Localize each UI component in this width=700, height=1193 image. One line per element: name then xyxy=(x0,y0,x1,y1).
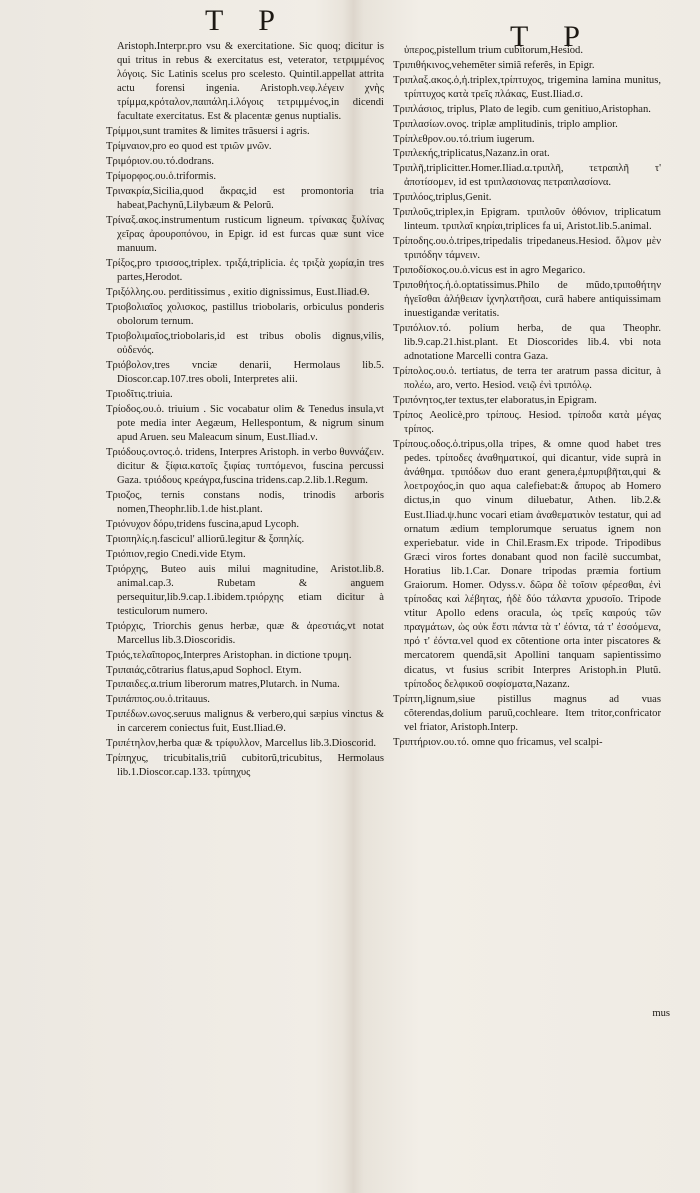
dictionary-entry: Τριόβολον,tres vnciæ denarii, Hermolaus lib.5. Dioscor.cap.107.tres oboli, Interpretes alii. xyxy=(106,359,384,385)
dictionary-entry: Τριπτήριον.ου.τό. omne quo fricamus, vel scalpi- xyxy=(393,736,603,748)
dictionary-entry: Τριπλαξ.ακος.ὁ,ἡ.triplex,τρίπτυχος, trigemina lamina munitus, τρίπτυχος κατὰ τρεῖς πλάκας, Eust.Iliad.σ. xyxy=(393,74,661,100)
dictionary-entry: Τριπόλιον.τό. polium herba, de qua Theophr. lib.9.cap.21.hist.plant. Et Dioscorides lib.4. vbi nota adnotatione Marcelli contra Gaza. xyxy=(393,323,661,363)
dictionary-entry: Τρίναξ.ακος.instrumentum rusticum ligneum. τρίνακας ξυλίνας χεῖρας ἀρουροπόνου, in Epigr. id est furcas quæ sunt vice manuum. xyxy=(106,214,384,255)
running-head-left: T P xyxy=(205,4,289,37)
dictionary-entry: Τρίπολος.ου.ὁ. tertiatus, de terra ter aratrum passa dicitur, à πολέω, aro, verto. Hesiod. νειῷ ἐνὶ τριπόλῳ. xyxy=(393,366,661,392)
dictionary-entry: Τριποδίσκος.ου.ὁ.vicus est in agro Megarico. xyxy=(393,265,586,277)
dictionary-entry: Τρίξος,pro τρισσος,triplex. τριξά,triplicia. ἐς τριξὰ χωρία,in tres partes,Herodot. xyxy=(106,257,384,284)
dictionary-entry: Τριπλῆ,triplicitter.Homer.Iliad.α.τριπλῆ, τετραπλῆ τ' ἀποτίσομεν, id est τριπλασιονας πετραπλασίονα. xyxy=(393,163,661,189)
dictionary-entry: Τρίποδης.ου.ὁ.tripes,tripedalis tripedaneus.Hesiod. ὅλμον μὲν τριπόδην τάμνειν. xyxy=(393,236,661,262)
dictionary-entry: Τρίπλεθρον.ου.τό.trium iugerum. xyxy=(393,133,535,145)
dictionary-entry: Τριός,τελαῖπορος,Interpres Aristophan. in dictione τρυμη. xyxy=(106,649,352,661)
dictionary-entry: Τριπάππος.ου.ὁ.tritauus. xyxy=(106,694,210,706)
dictionary-entry: Τρίμμοι,sunt tramites & limites trãsuersi i agris. xyxy=(106,126,310,138)
dictionary-entry: Aristoph.Interpr.pro vsu & exercitatione. Sic quoq; dicitur is qui tritus in rebus & exercitatus est, veterator, τετριμμένος λόγοις. Sic Latinis scelus pro scelesto. Quintil.appellat attrita actu forensi ingenia. Aristoph.νεφ.λέγειν χνὴς τρίμμα,κρόταλον,παιπάλη.i.λόγοις τετριμμένος,in dicendi facultate exercitatus. Est & placentæ genus nuptialis. xyxy=(117,41,384,123)
dictionary-entry: Τριπέδων.ωνος.seruus malignus & verbero,qui sæpius vinctus & in carcerem coniectus fuit, Eust.Iliad.Θ. xyxy=(106,709,384,735)
dictionary-entry: Τριπόνητος,ter textus,ter elaboratus,in Epigram. xyxy=(393,395,597,407)
dictionary-entry: Τριπαιάς,cõtrarius flatus,apud Sophocl. Etym. xyxy=(106,664,302,676)
running-head-right: T P xyxy=(510,20,594,53)
dictionary-entry: Τρίμορφος.ου.ὁ.triformis. xyxy=(106,171,216,183)
dictionary-entry: Τριμόριον.ου.τό.dodrans. xyxy=(106,156,215,168)
dictionary-entry: Τριπαιδες.α.trium liberorum matres,Plutarch. in Numa. xyxy=(106,679,340,691)
dictionary-entry: Τρίμναιον,pro eo quod est τριῶν μνῶν. xyxy=(106,141,272,153)
dictionary-entry: Τριπλάσιος, triplus, Plato de legib. cum genitiuo,Aristophan. xyxy=(393,103,651,115)
dictionary-entry: Τριοβολιαῖος χολισκος, pastillus triobolaris, orbiculus ponderis obolorum ternum. xyxy=(106,301,384,327)
dictionary-entry: Τριπλασίων.ονος. triplæ amplitudinis, triplo amplior. xyxy=(393,118,618,130)
dictionary-entry: Τρίπους.οδος.ὁ.tripus,olla tripes, & omne quod habet tres pedes. τρίποδες ἀναθηματικοί, qui dicantur, vide suprà in ἀνάθημα. τριπόδων duo erant genera,ἐμπυριβῆται,qui & λοετροχόος,in quo aqua calefiebat:& ἄπυρος ab Homero dictus,in quo vinum diluebatur, Athen. lib.2.& Eust.Iliad.ψ.hunc vocari etiam ἀναθεματικὸν testatur, qui ad ornatum ædium templorumque seruatus ignem non experiebatur. vide in Chil.Erasm.Ex tripode. Tripodibus Græci viros fortes donabant quod non facilè succumbat, Horatius lib.1.Car. Donare tripodas præmia fortium Graiorum. Homer. Odyss.ν. δῶρα δὲ τοῖσιν φέρεσθαι, ἐνὶ τρίποδας καὶ λέβητας, ἠδὲ δύο τάλαντα χρυσοῖο. Tripode vtitur Apollo edens oracula, ὡς τρεῖς καιρούς τῶν πραγμάτων, ὡς οὐκ ἔστι πάντα τὰ τ' ἐόντα, τά τ' ἐσσόμενα, πρό τ' ἐόντα.vel quod ex cõtentione orta inter piscatores & mercatorem quendã,sit Apollini tanquam sapientissimo dicatus, vt fusius scribit Interpres Aristoph.in Plutũ. τρίποδος δελφικοῦ σοφίσματα,Nazanz. xyxy=(393,439,661,690)
dictionary-entry: Τριόπιον,regio Cnedi.vide Etym. xyxy=(106,548,246,560)
dictionary-entry: Τρίπος Aeolicè,pro τρίπους. Hesiod. τρίποδα κατὰ μέγας τρίπος. xyxy=(393,410,661,436)
dictionary-entry: Τριπιθήκινος,vehemẽter simiã referẽs, in Epigr. xyxy=(393,59,595,71)
dictionary-entry: Τριοδῖτις.triuia. xyxy=(106,388,173,400)
dictionary-entry: Τριξόλλης.ου. perditissimus , exitio dignissimus, Eust.Iliad.Θ. xyxy=(106,286,370,298)
dictionary-entry: Τριπλόος,triplus,Genit. xyxy=(393,192,492,204)
dictionary-entry: Τρίοδος.ου.ὁ. triuium . Sic vocabatur olim & Tenedus insula,vt pote media inter Aegæum, Hellespontum, & nigrum sinum apud Aruen. seu Maleacum sinum, Eust.Iliad.ν. xyxy=(106,403,384,443)
dictionary-entry: Τριοβολιμαῖος,triobolaris,id est tribus obolis dignus,vilis, οὐδενός. xyxy=(106,330,384,356)
dictionary-entry: Τριπλεκής,triplicatus,Nazanz.in orat. xyxy=(393,148,550,160)
dictionary-entry: Τριόνυχον δόρυ,tridens fuscina,apud Lycoph. xyxy=(106,518,299,530)
dictionary-entry: Τρίπηχυς, tricubitalis,triũ cubitorũ,tricubitus, Hermolaus lib.1.Dioscor.cap.133. τρίπηχυς xyxy=(106,753,384,779)
dictionary-entry: Τριόρχις, Triorchis genus herbæ, quæ & ἀρεστιάς,vt notat Marcellus lib.3.Dioscoridis. xyxy=(106,620,384,646)
dictionary-entry: Τριοζος, ternis constans nodis, trinodis arboris nomen,Theophr.lib.1.de hist.plant. xyxy=(106,489,384,515)
dictionary-entry: Τριόδους.οντος.ὁ. tridens, Interpres Aristoph. in verbo θυννάζειν. dicitur & ξίφια.κατοῖς ξιφίας τυπτόμενοι, fuscina percussi Gaza. τριόδους κρεάγρα,fuscina tridens.cap.2.lib.1.Regum. xyxy=(106,446,384,486)
dictionary-entry: ὑπερος,pistellum trium cubitorum,Hesiod. xyxy=(404,45,584,56)
dictionary-entry: Τριοπηλίς.η.fascicul' alliorũ.legitur & ξοπηλίς. xyxy=(106,533,305,545)
dictionary-entry: Τρίπτη,lignum,siue pistillus magnus ad vuas cõterendas,dolium paruũ,cochleare. Item tritor,confricator vel friator, Aristoph.Interp. xyxy=(393,693,661,733)
dictionary-entry: Τριόρχης, Buteo auis milui magnitudine, Aristot.lib.8. animal.cap.3. Rubetam & anguem persequitur,lib.9.cap.1.ibidem.τριόρχης etiam dicitur à testiculorum numero. xyxy=(106,563,384,617)
dictionary-entry: Τριπλοῦς,triplex,in Epigram. τριπλοῦν ὀθόνιον, triplicatum linteum. τριπλαῖ κηρίαι,triplices fa ui, Aristot.lib.5.animal. xyxy=(393,207,661,233)
left-column xyxy=(106,40,384,780)
catchword: mus xyxy=(652,1008,670,1019)
dictionary-entry: Τρινακρία,Sicilia,quod ἄκρας,id est promontoria tria habeat,Pachynũ,Lilybæum & Pelorũ. xyxy=(106,185,384,212)
right-column xyxy=(393,44,661,750)
dictionary-entry: Τριπέτηλον,herba quæ & τρίφυλλον, Marcellus lib.3.Dioscorid. xyxy=(106,738,377,750)
dictionary-entry: Τριποθήτος.ἡ.ὁ.optatissimus.Philo de mũdo,τριποθήτην ἡγεῖσθαι ἀλήθειαν ἰχνηλατῆσαι, curã habere antiquissimam inuestigandæ veritatis. xyxy=(393,280,661,320)
